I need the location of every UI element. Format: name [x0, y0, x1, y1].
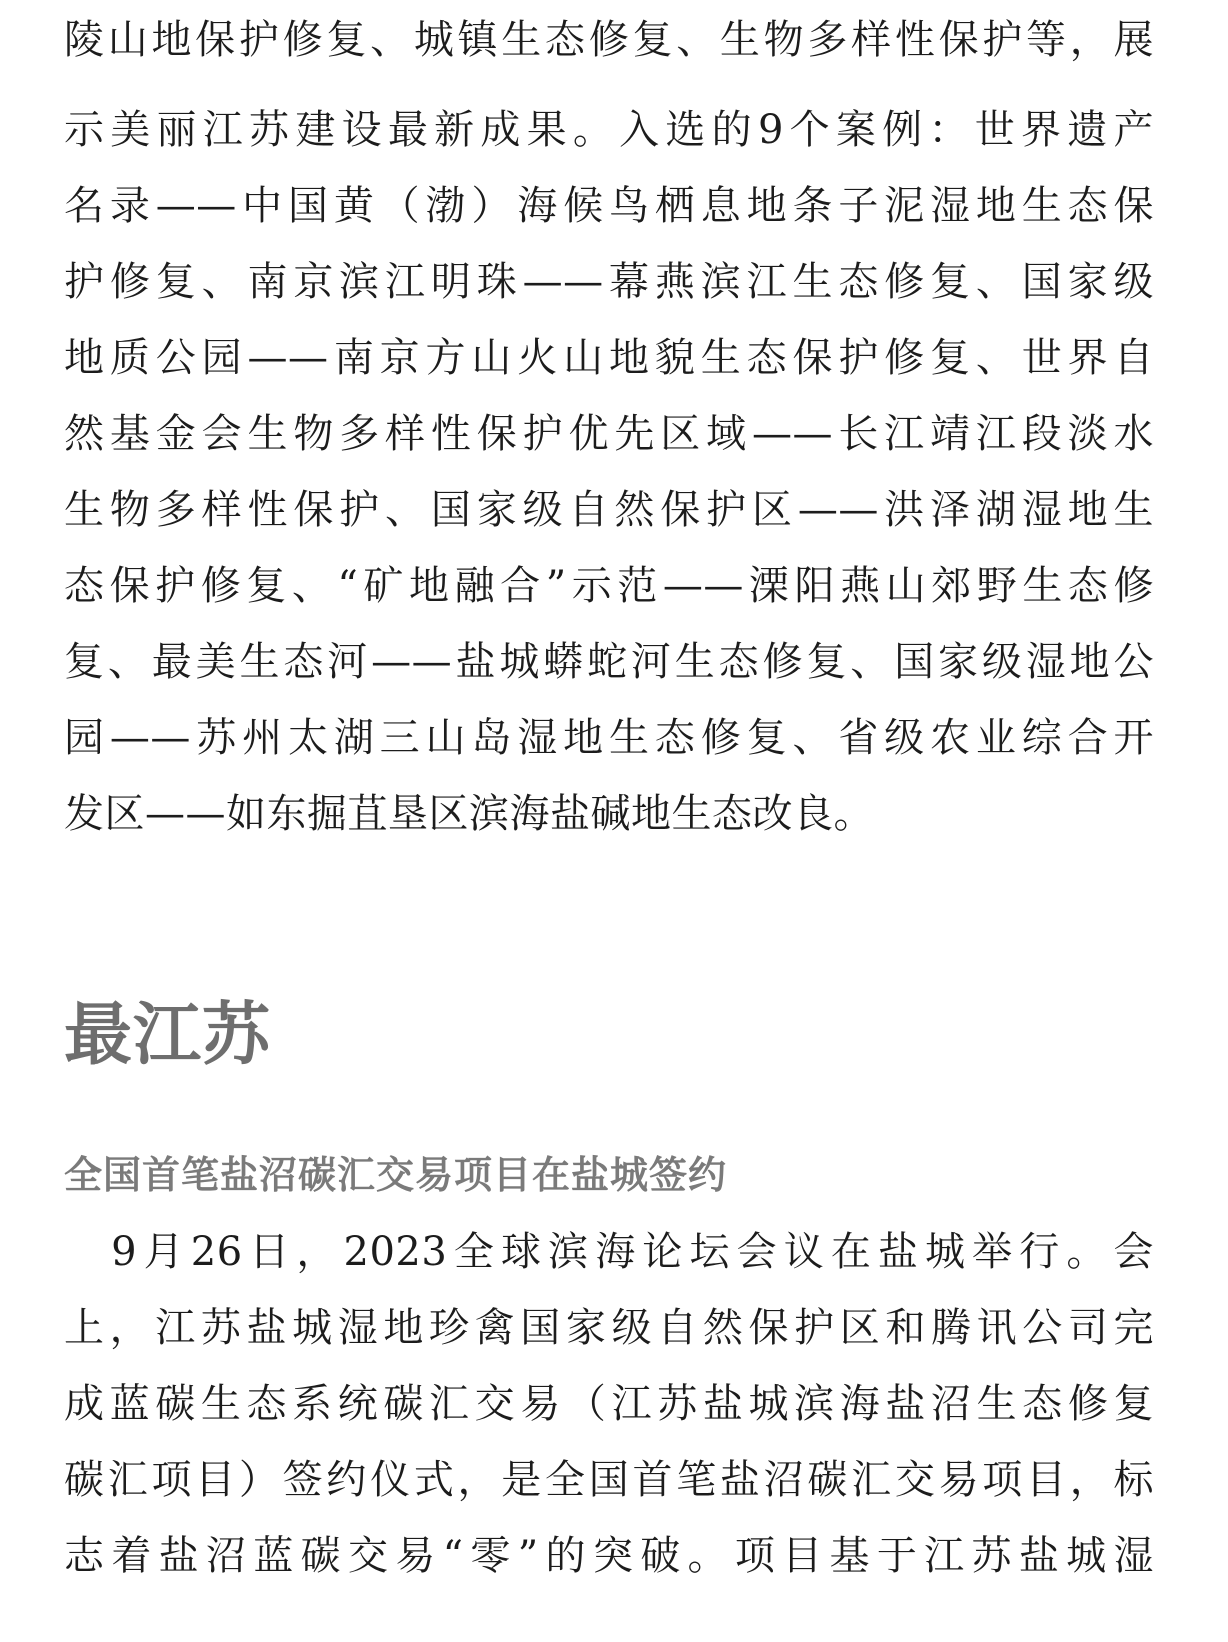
body-text-line: 护修复、南京滨江明珠——幕燕滨江生态修复、国家级 [64, 259, 1154, 305]
body-text-line: 生物多样性保护、国家级自然保护区——洪泽湖湿地生 [64, 487, 1154, 533]
body-text-line: 地质公园——南京方山火山地貌生态保护修复、世界自 [64, 335, 1154, 381]
body-text-line: 复、最美生态河——盐城蟒蛇河生态修复、国家级湿地公 [64, 639, 1154, 685]
body-text-line: 态保护修复、“矿地融合”示范——溧阳燕山郊野生态修 [64, 563, 1154, 609]
section-heading: 最江苏 [64, 996, 272, 1075]
body-text-line: 陵山地保护修复、城镇生态修复、生物多样性保护等，展 [64, 17, 1154, 63]
article-text-line: 9月26日，2023全球滨海论坛会议在盐城举行。会 [64, 1229, 1154, 1275]
body-text-line: 然基金会生物多样性保护优先区域——长江靖江段淡水 [64, 411, 1154, 457]
article-text-line: 志着盐沼蓝碳交易“零”的突破。项目基于江苏盐城湿 [64, 1533, 1154, 1579]
body-text-line: 发区——如东掘苴垦区滨海盐碱地生态改良。 [64, 791, 874, 837]
body-text-line: 示美丽江苏建设最新成果。入选的9个案例：世界遗产 [64, 107, 1154, 153]
body-text-line: 园——苏州太湖三山岛湿地生态修复、省级农业综合开 [64, 715, 1154, 761]
article-title: 全国首笔盐沼碳汇交易项目在盐城签约 [64, 1152, 728, 1197]
article-text-line: 成蓝碳生态系统碳汇交易（江苏盐城滨海盐沼生态修复 [64, 1381, 1154, 1427]
article-text-line: 上，江苏盐城湿地珍禽国家级自然保护区和腾讯公司完 [64, 1305, 1154, 1351]
body-text-line: 名录——中国黄（渤）海候鸟栖息地条子泥湿地生态保 [64, 183, 1154, 229]
article-text-line: 碳汇项目）签约仪式，是全国首笔盐沼碳汇交易项目，标 [64, 1457, 1154, 1503]
